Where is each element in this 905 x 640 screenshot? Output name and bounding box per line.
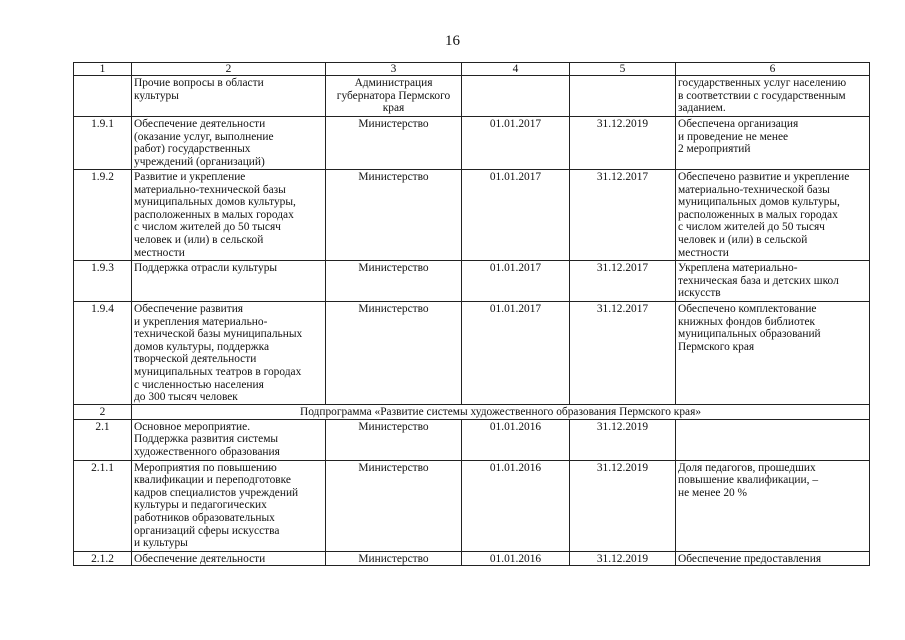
text-line: местности — [678, 246, 729, 259]
activity-name — [132, 460, 326, 551]
text-line: с числом жителей до 50 тысяч — [678, 221, 825, 234]
expected-result — [676, 419, 870, 460]
end-date: 31.12.2017 — [570, 261, 676, 302]
item-number: 1.9.3 — [74, 261, 132, 302]
text-line: 2 мероприятий — [678, 143, 751, 156]
item-number: 2 — [74, 405, 132, 420]
table-row — [74, 170, 870, 261]
text-line: работников образовательных — [134, 511, 275, 524]
item-number: 1.9.4 — [74, 302, 132, 405]
text-line: художественного образования — [134, 445, 280, 458]
start-date: 01.01.2016 — [462, 551, 570, 566]
executor — [326, 419, 462, 460]
text-line: государственных услуг населению — [678, 77, 847, 89]
text-line: человек и (или) в сельской — [134, 233, 264, 246]
text-line: культуры — [134, 89, 179, 102]
activity-name — [132, 170, 326, 261]
end-date: 31.12.2019 — [570, 419, 676, 460]
text-line: Министерство — [358, 118, 429, 130]
item-number: 1.9.2 — [74, 170, 132, 261]
text-line: (оказание услуг, выполнение — [134, 130, 274, 143]
column-number-row — [74, 63, 870, 76]
expected-result — [676, 460, 870, 551]
end-date: 31.12.2019 — [570, 117, 676, 170]
text-line: организаций сферы искусства — [134, 524, 280, 537]
text-line: муниципальных домов культуры, — [678, 196, 840, 209]
expected-result — [676, 302, 870, 405]
subprogram-title: Подпрограмма «Развитие системы художественного образования Пермского края» — [132, 405, 870, 420]
text-line: края — [382, 102, 405, 115]
start-date: 01.01.2017 — [462, 117, 570, 170]
text-line: Обеспечена организация — [678, 118, 799, 130]
start-date: 01.01.2017 — [462, 261, 570, 302]
executor — [326, 76, 462, 117]
text-line: Пермского края — [678, 340, 755, 353]
text-line: заданием. — [678, 102, 726, 115]
table-row — [74, 460, 870, 551]
end-date: 31.12.2017 — [570, 170, 676, 261]
text-line: муниципальных образований — [678, 328, 821, 341]
text-line: работ) государственных — [134, 143, 251, 156]
table-row — [74, 551, 870, 566]
activity-name — [132, 76, 326, 117]
text-line: повышение квалификации, – — [678, 474, 819, 487]
start-date: 01.01.2017 — [462, 170, 570, 261]
executor — [326, 302, 462, 405]
text-line: Обеспечение предоставления — [678, 552, 822, 565]
text-line: Укреплена материально- — [678, 262, 798, 274]
text-line: Обеспечение деятельности — [134, 552, 266, 565]
text-line: в соответствии с государственным — [678, 89, 846, 102]
text-line: домов культуры, поддержка — [134, 340, 270, 353]
expected-result — [676, 261, 870, 302]
table-row — [74, 76, 870, 117]
text-line: книжных фондов библиотек — [678, 315, 816, 328]
expected-result — [676, 551, 870, 566]
item-number: 2.1 — [74, 419, 132, 460]
text-line: расположенных в малых городах — [134, 208, 294, 221]
item-number: 1.9.1 — [74, 117, 132, 170]
text-line: Министерство — [358, 262, 429, 274]
text-line: Администрация — [354, 77, 433, 89]
activity-name — [132, 261, 326, 302]
expected-result — [676, 117, 870, 170]
column-number: 6 — [676, 63, 870, 76]
executor — [326, 117, 462, 170]
text-line: Обеспечено развитие и укрепление — [678, 171, 850, 183]
text-line: техническая база и детских школ — [678, 274, 839, 287]
program-table — [73, 62, 870, 566]
text-line: с числом жителей до 50 тысяч — [134, 221, 281, 234]
text-line: Обеспечение развития — [134, 303, 244, 315]
start-date: 01.01.2016 — [462, 460, 570, 551]
table-row — [74, 419, 870, 460]
column-number: 4 — [462, 63, 570, 76]
text-line: Министерство — [358, 420, 429, 433]
executor — [326, 551, 462, 566]
text-line: Поддержка отрасли культуры — [134, 262, 278, 274]
text-line: материально-технической базы — [678, 183, 830, 196]
expected-result — [676, 76, 870, 117]
text-line: учреждений (организаций) — [134, 155, 265, 168]
text-line: Прочие вопросы в области — [134, 77, 264, 89]
executor — [326, 460, 462, 551]
activity-name — [132, 117, 326, 170]
table-body — [74, 63, 870, 566]
text-line: расположенных в малых городах — [678, 208, 838, 221]
text-line: материально-технической базы — [134, 183, 286, 196]
table-row — [74, 302, 870, 405]
activity-name — [132, 419, 326, 460]
text-line: Мероприятия по повышению — [134, 461, 277, 474]
text-line: Поддержка развития системы — [134, 433, 279, 446]
text-line: до 300 тысяч человек — [134, 391, 238, 404]
text-line: муниципальных домов культуры, — [134, 196, 296, 209]
item-number: 2.1.1 — [74, 460, 132, 551]
expected-result — [676, 170, 870, 261]
column-number: 2 — [132, 63, 326, 76]
text-line: Развитие и укрепление — [134, 171, 246, 183]
text-line: Доля педагогов, прошедших — [678, 461, 816, 474]
table-row — [74, 261, 870, 302]
text-line: искусств — [678, 287, 721, 300]
column-number: 1 — [74, 63, 132, 76]
activity-name — [132, 551, 326, 566]
executor — [326, 261, 462, 302]
table-row — [74, 117, 870, 170]
text-line: и укрепления материально- — [134, 315, 268, 328]
text-line: губернатора Пермского — [336, 89, 451, 102]
text-line: Министерство — [358, 552, 429, 565]
text-line: человек и (или) в сельской — [678, 233, 808, 246]
text-line: и культуры — [134, 537, 188, 550]
text-line: кадров специалистов учреждений — [134, 486, 299, 499]
item-number: 2.1.2 — [74, 551, 132, 566]
text-line: квалификации и переподготовке — [134, 474, 291, 487]
end-date: 31.12.2019 — [570, 460, 676, 551]
end-date: 31.12.2019 — [570, 551, 676, 566]
page-number: 16 — [445, 33, 460, 49]
column-number: 5 — [570, 63, 676, 76]
item-number — [74, 76, 132, 117]
text-line: Основное мероприятие. — [134, 420, 251, 433]
text-line: технической базы муниципальных — [134, 328, 303, 341]
text-line: с численностью населения — [134, 378, 264, 391]
end-date: 31.12.2017 — [570, 302, 676, 405]
text-line: муниципальных театров в городах — [134, 365, 302, 378]
executor — [326, 170, 462, 261]
column-number: 3 — [326, 63, 462, 76]
text-line: Министерство — [358, 171, 429, 183]
text-line: не менее 20 % — [678, 486, 748, 499]
subprogram-row — [74, 405, 870, 420]
text-line: культуры и педагогических — [134, 499, 267, 512]
text-line: творческой деятельности — [134, 353, 257, 366]
text-line: Министерство — [358, 461, 429, 474]
text-line: Обеспечение деятельности — [134, 118, 266, 130]
activity-name — [132, 302, 326, 405]
text-line: Министерство — [358, 303, 429, 315]
text-line: Обеспечено комплектование — [678, 303, 817, 315]
text-line: и проведение не менее — [678, 130, 789, 143]
start-date: 01.01.2017 — [462, 302, 570, 405]
text-line: местности — [134, 246, 185, 259]
start-date: 01.01.2016 — [462, 419, 570, 460]
start-date — [462, 76, 570, 117]
end-date — [570, 76, 676, 117]
